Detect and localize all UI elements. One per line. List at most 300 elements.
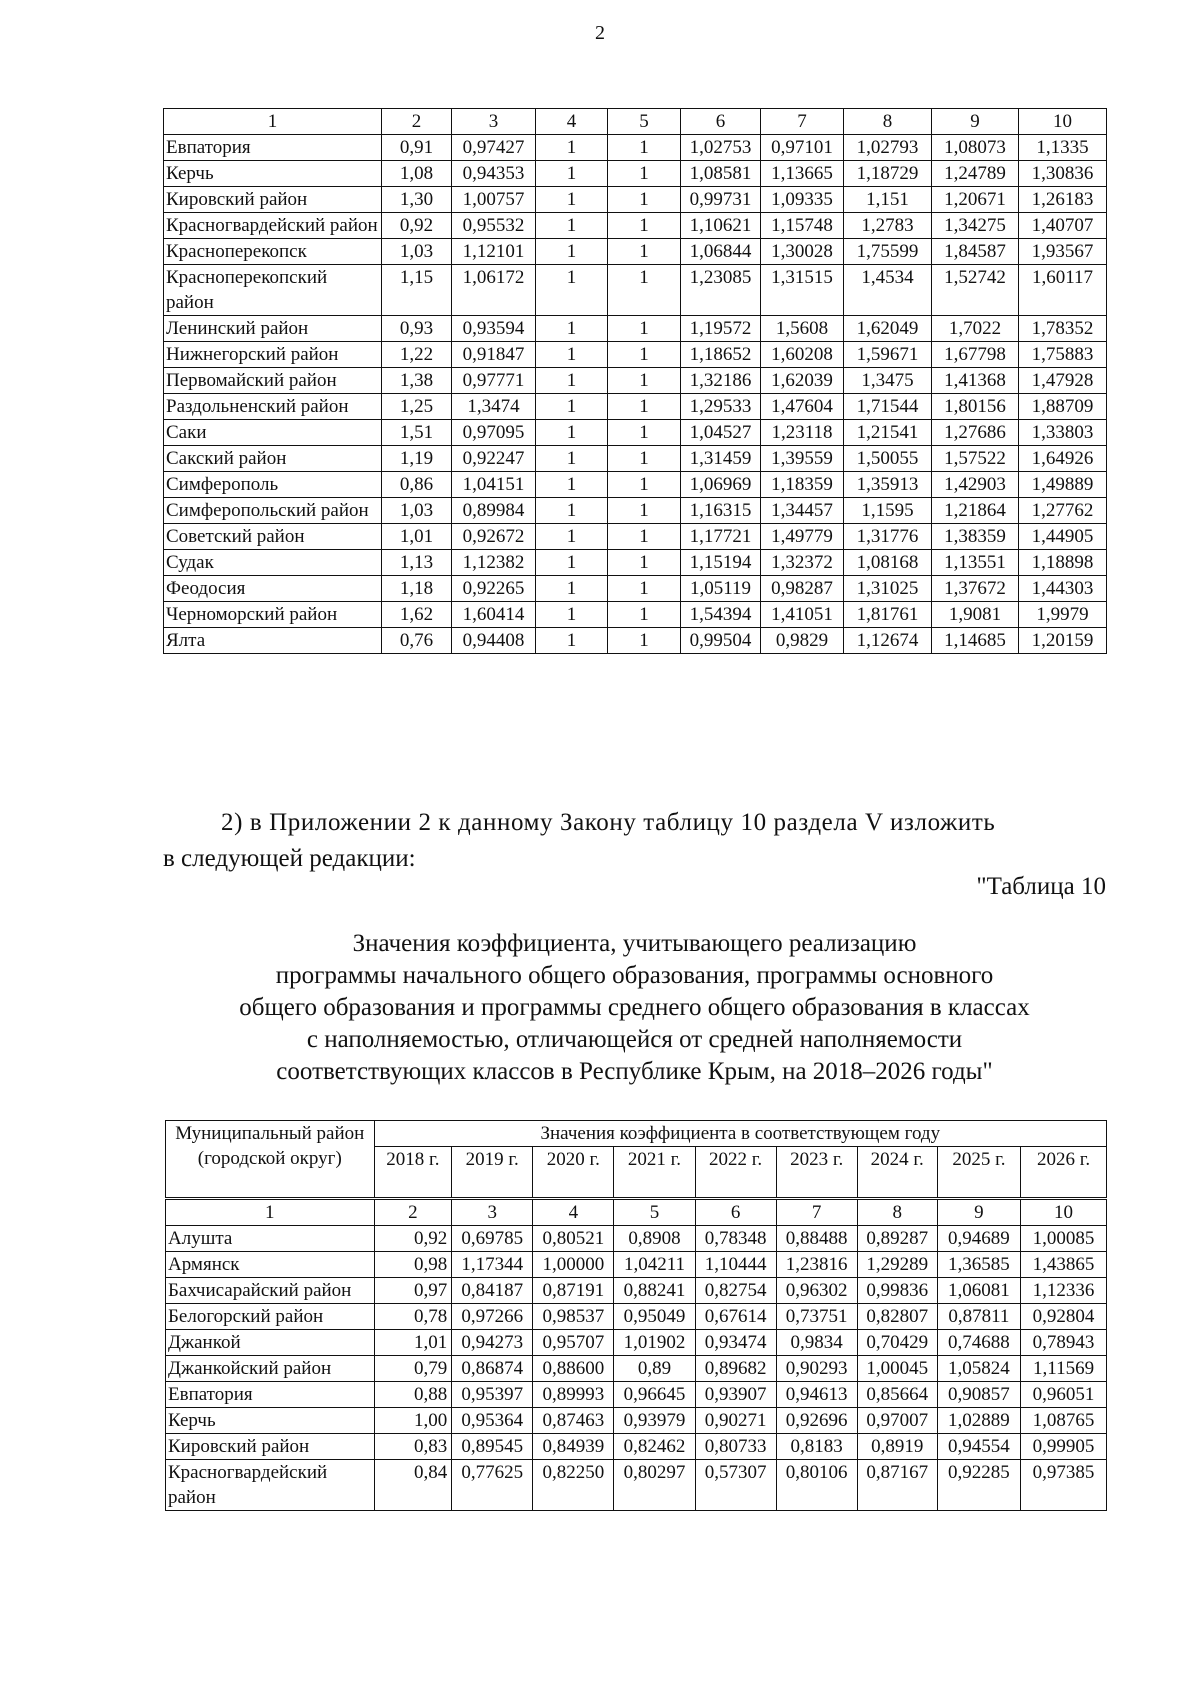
coefficient-value: 1,51 — [382, 420, 452, 446]
coefficient-value: 0,82754 — [695, 1278, 776, 1304]
coefficient-value: 0,94689 — [937, 1226, 1020, 1252]
coefficient-value: 1,62039 — [761, 368, 844, 394]
title-line: программы начального общего образования, программы основного — [275, 962, 994, 989]
coefficient-value: 1,15194 — [681, 550, 761, 576]
coefficient-value: 0,92285 — [937, 1460, 1020, 1511]
table-row — [164, 368, 1107, 394]
column-index: 2 — [382, 109, 452, 135]
coefficient-value: 1,00000 — [533, 1252, 614, 1278]
coefficient-value: 1 — [536, 576, 608, 602]
coefficient-value: 1 — [536, 394, 608, 420]
coefficient-value: 1,05824 — [937, 1356, 1020, 1382]
coefficient-value: 1 — [608, 576, 681, 602]
coefficient-value: 1,67798 — [932, 342, 1019, 368]
coefficient-value: 1,93567 — [1019, 239, 1107, 265]
coefficient-value: 0,91847 — [452, 342, 536, 368]
municipality-name: Феодосия — [164, 576, 382, 602]
header-year: 2021 г. — [614, 1147, 695, 1199]
coefficient-value: 1,06969 — [681, 472, 761, 498]
municipality-name: Симферополь — [164, 472, 382, 498]
coefficient-value: 0,91 — [382, 135, 452, 161]
amendment-paragraph — [163, 805, 1106, 877]
coefficient-value: 0,97095 — [452, 420, 536, 446]
coefficient-value: 1,01 — [374, 1330, 452, 1356]
municipality-name: Раздольненский район — [164, 394, 382, 420]
coefficient-value: 1,27686 — [932, 420, 1019, 446]
coefficient-value: 1,13551 — [932, 550, 1019, 576]
coefficient-value: 0,78 — [374, 1304, 452, 1330]
coefficient-value: 1,34275 — [932, 213, 1019, 239]
coefficient-value: 0,8908 — [614, 1226, 695, 1252]
coefficient-value: 1,19572 — [681, 316, 761, 342]
coefficient-value: 1 — [536, 161, 608, 187]
coefficient-value: 1,42903 — [932, 472, 1019, 498]
coefficient-value: 0,8919 — [857, 1434, 937, 1460]
coefficient-value: 0,94408 — [452, 628, 536, 654]
coefficient-value: 1,75883 — [1019, 342, 1107, 368]
coefficient-value: 1,00045 — [857, 1356, 937, 1382]
coefficient-value: 1 — [536, 550, 608, 576]
table-row — [164, 213, 1107, 239]
coefficient-value: 1,06844 — [681, 239, 761, 265]
coefficient-value: 1,01 — [382, 524, 452, 550]
coefficient-value: 0,80106 — [776, 1460, 857, 1511]
coefficient-value: 1,15748 — [761, 213, 844, 239]
coefficient-value: 0,94554 — [937, 1434, 1020, 1460]
coefficient-value: 0,82462 — [614, 1434, 695, 1460]
coefficient-value: 1,09335 — [761, 187, 844, 213]
municipality-name: Джанкойский район — [166, 1356, 375, 1382]
municipality-name: Кировский район — [166, 1434, 375, 1460]
coefficient-value: 1 — [536, 420, 608, 446]
coefficient-value: 0,86874 — [452, 1356, 533, 1382]
coefficient-value: 1,00085 — [1021, 1226, 1107, 1252]
coefficient-value: 1,78352 — [1019, 316, 1107, 342]
coefficient-value: 0,82807 — [857, 1304, 937, 1330]
coefficient-value: 1,16315 — [681, 498, 761, 524]
coefficient-value: 1,18652 — [681, 342, 761, 368]
table-row — [166, 1304, 1107, 1330]
coefficient-value: 1,60117 — [1019, 265, 1107, 316]
coefficient-value: 1,35913 — [844, 472, 932, 498]
coefficient-value: 0,89545 — [452, 1434, 533, 1460]
coefficient-value: 1,30028 — [761, 239, 844, 265]
municipality-name: Джанкой — [166, 1330, 375, 1356]
coefficient-value: 0,87167 — [857, 1460, 937, 1511]
coefficient-value: 1,4534 — [844, 265, 932, 316]
coefficient-value: 0,84939 — [533, 1434, 614, 1460]
coefficient-value: 1,44303 — [1019, 576, 1107, 602]
coefficient-value: 1 — [608, 135, 681, 161]
column-index: 8 — [857, 1199, 937, 1226]
table-row — [164, 498, 1107, 524]
coefficient-value: 0,93 — [382, 316, 452, 342]
column-index: 9 — [937, 1199, 1020, 1226]
table-row — [164, 187, 1107, 213]
coefficient-value: 1,14685 — [932, 628, 1019, 654]
header-coefficient-group: Значения коэффициента в соответствующем году — [374, 1121, 1106, 1147]
table-row — [164, 394, 1107, 420]
header-year: 2020 г. — [533, 1147, 614, 1199]
coefficient-value: 0,77625 — [452, 1460, 533, 1511]
coefficient-value: 1,64926 — [1019, 446, 1107, 472]
coefficient-value: 1,20671 — [932, 187, 1019, 213]
coefficient-value: 0,92265 — [452, 576, 536, 602]
coefficient-value: 0,74688 — [937, 1330, 1020, 1356]
header-year: 2023 г. — [776, 1147, 857, 1199]
table-row — [164, 342, 1107, 368]
coefficient-value: 1,24789 — [932, 161, 1019, 187]
coefficient-value: 1,40707 — [1019, 213, 1107, 239]
coefficient-value: 0,92672 — [452, 524, 536, 550]
table-row — [164, 420, 1107, 446]
coefficient-value: 1,13665 — [761, 161, 844, 187]
coefficient-value: 1,10444 — [695, 1252, 776, 1278]
coefficient-value: 0,88 — [374, 1382, 452, 1408]
coefficient-value: 1 — [608, 472, 681, 498]
table-row — [164, 602, 1107, 628]
coefficient-value: 0,99731 — [681, 187, 761, 213]
coefficient-value: 0,89682 — [695, 1356, 776, 1382]
coefficient-value: 1,49889 — [1019, 472, 1107, 498]
header-municipality: Муниципальный район (городской округ) — [166, 1121, 375, 1199]
table-title — [163, 928, 1106, 1088]
coefficient-value: 0,8183 — [776, 1434, 857, 1460]
coefficient-value: 1,2783 — [844, 213, 932, 239]
table-row — [166, 1408, 1107, 1434]
coefficient-value: 1 — [608, 602, 681, 628]
coefficient-value: 1,05119 — [681, 576, 761, 602]
coefficient-value: 1,60414 — [452, 602, 536, 628]
coefficient-value: 1 — [608, 550, 681, 576]
coefficient-value: 1 — [536, 316, 608, 342]
municipality-name: Красноперекопск — [164, 239, 382, 265]
municipality-name: Красногвардейский район — [166, 1460, 375, 1511]
coefficient-value: 1,01902 — [614, 1330, 695, 1356]
coefficient-value: 1 — [536, 472, 608, 498]
coefficient-value: 0,9834 — [776, 1330, 857, 1356]
coefficient-value: 1,88709 — [1019, 394, 1107, 420]
coefficient-table-continued — [163, 108, 1107, 654]
coefficient-value: 0,86 — [382, 472, 452, 498]
coefficient-value: 1,54394 — [681, 602, 761, 628]
coefficient-value: 1,41368 — [932, 368, 1019, 394]
municipality-name: Евпатория — [166, 1382, 375, 1408]
coefficient-value: 0,89984 — [452, 498, 536, 524]
coefficient-value: 1 — [608, 187, 681, 213]
coefficient-value: 1,151 — [844, 187, 932, 213]
header-year: 2022 г. — [695, 1147, 776, 1199]
municipality-name: Черноморский район — [164, 602, 382, 628]
municipality-name: Армянск — [166, 1252, 375, 1278]
column-index: 1 — [166, 1199, 375, 1226]
column-index-row — [164, 109, 1107, 135]
coefficient-value: 0,97771 — [452, 368, 536, 394]
coefficient-value: 1,19 — [382, 446, 452, 472]
coefficient-value: 0,98 — [374, 1252, 452, 1278]
coefficient-value: 1 — [536, 265, 608, 316]
coefficient-value: 0,85664 — [857, 1382, 937, 1408]
coefficient-value: 0,90293 — [776, 1356, 857, 1382]
table-row — [166, 1460, 1107, 1511]
coefficient-value: 0,97101 — [761, 135, 844, 161]
coefficient-value: 1 — [608, 265, 681, 316]
coefficient-value: 1,00 — [374, 1408, 452, 1434]
coefficient-value: 0,78348 — [695, 1226, 776, 1252]
coefficient-value: 0,70429 — [857, 1330, 937, 1356]
coefficient-value: 1 — [536, 213, 608, 239]
coefficient-value: 1,32186 — [681, 368, 761, 394]
coefficient-value: 0,92 — [382, 213, 452, 239]
coefficient-value: 0,95532 — [452, 213, 536, 239]
coefficient-value: 1 — [536, 446, 608, 472]
coefficient-value: 1,60208 — [761, 342, 844, 368]
table-row — [164, 446, 1107, 472]
coefficient-value: 0,93979 — [614, 1408, 695, 1434]
municipality-name: Ялта — [164, 628, 382, 654]
coefficient-value: 1,03 — [382, 239, 452, 265]
paragraph-line-1: 2) в Приложении 2 к данному Закону таблицу 10 раздела V изложить — [221, 809, 996, 836]
municipality-name: Саки — [164, 420, 382, 446]
coefficient-value: 1,31776 — [844, 524, 932, 550]
table-row — [166, 1278, 1107, 1304]
column-index-row — [166, 1199, 1107, 1226]
coefficient-value: 1,1335 — [1019, 135, 1107, 161]
coefficient-value: 1,04211 — [614, 1252, 695, 1278]
coefficient-value: 1,18 — [382, 576, 452, 602]
column-index: 3 — [452, 1199, 533, 1226]
header-year: 2018 г. — [374, 1147, 452, 1199]
coefficient-value: 1,26183 — [1019, 187, 1107, 213]
municipality-name: Бахчисарайский район — [166, 1278, 375, 1304]
table-10 — [165, 1120, 1107, 1511]
coefficient-value: 0,78943 — [1021, 1330, 1107, 1356]
coefficient-value: 0,99836 — [857, 1278, 937, 1304]
coefficient-value: 0,99504 — [681, 628, 761, 654]
coefficient-value: 1,1595 — [844, 498, 932, 524]
municipality-name: Алушта — [166, 1226, 375, 1252]
page-number: 2 — [595, 22, 605, 44]
coefficient-value: 1,15 — [382, 265, 452, 316]
coefficient-value: 1,31025 — [844, 576, 932, 602]
coefficient-value: 1,23816 — [776, 1252, 857, 1278]
coefficient-value: 1,12382 — [452, 550, 536, 576]
coefficient-value: 0,99905 — [1021, 1434, 1107, 1460]
table-row — [164, 576, 1107, 602]
coefficient-value: 1,06172 — [452, 265, 536, 316]
coefficient-value: 0,89993 — [533, 1382, 614, 1408]
coefficient-value: 0,94353 — [452, 161, 536, 187]
coefficient-value: 0,94613 — [776, 1382, 857, 1408]
coefficient-value: 0,90271 — [695, 1408, 776, 1434]
coefficient-value: 1,29289 — [857, 1252, 937, 1278]
coefficient-value: 1,32372 — [761, 550, 844, 576]
coefficient-value: 1,34457 — [761, 498, 844, 524]
coefficient-value: 1,62049 — [844, 316, 932, 342]
coefficient-value: 0,95397 — [452, 1382, 533, 1408]
coefficient-value: 0,93907 — [695, 1382, 776, 1408]
table-row — [166, 1252, 1107, 1278]
coefficient-value: 1,3475 — [844, 368, 932, 394]
coefficient-value: 1,17721 — [681, 524, 761, 550]
coefficient-value: 1,47928 — [1019, 368, 1107, 394]
coefficient-value: 1 — [536, 524, 608, 550]
coefficient-value: 1,57522 — [932, 446, 1019, 472]
coefficient-value: 1,18898 — [1019, 550, 1107, 576]
coefficient-value: 1,22 — [382, 342, 452, 368]
coefficient-value: 0,92247 — [452, 446, 536, 472]
municipality-name: Симферопольский район — [164, 498, 382, 524]
coefficient-value: 0,83 — [374, 1434, 452, 1460]
table-row — [164, 628, 1107, 654]
coefficient-value: 0,95707 — [533, 1330, 614, 1356]
column-index: 5 — [608, 109, 681, 135]
coefficient-value: 1 — [536, 239, 608, 265]
municipality-name: Советский район — [164, 524, 382, 550]
coefficient-value: 1,23085 — [681, 265, 761, 316]
table-row — [164, 161, 1107, 187]
coefficient-value: 1,02753 — [681, 135, 761, 161]
table-row — [166, 1434, 1107, 1460]
coefficient-value: 0,95049 — [614, 1304, 695, 1330]
coefficient-value: 0,82250 — [533, 1460, 614, 1511]
coefficient-value: 1,31515 — [761, 265, 844, 316]
coefficient-value: 1 — [536, 628, 608, 654]
coefficient-value: 0,87191 — [533, 1278, 614, 1304]
coefficient-value: 1,08073 — [932, 135, 1019, 161]
coefficient-value: 1 — [608, 498, 681, 524]
header-year: 2026 г. — [1021, 1147, 1107, 1199]
coefficient-value: 1 — [608, 394, 681, 420]
column-index: 5 — [614, 1199, 695, 1226]
coefficient-value: 1,12674 — [844, 628, 932, 654]
column-index: 2 — [374, 1199, 452, 1226]
coefficient-value: 1,52742 — [932, 265, 1019, 316]
coefficient-value: 1,38359 — [932, 524, 1019, 550]
coefficient-value: 1,84587 — [932, 239, 1019, 265]
coefficient-value: 1 — [608, 342, 681, 368]
coefficient-value: 1,20159 — [1019, 628, 1107, 654]
coefficient-value: 1 — [608, 368, 681, 394]
coefficient-value: 1,18359 — [761, 472, 844, 498]
header-year: 2025 г. — [937, 1147, 1020, 1199]
coefficient-value: 0,96645 — [614, 1382, 695, 1408]
municipality-name: Красноперекопский район — [164, 265, 382, 316]
table-row — [166, 1226, 1107, 1252]
coefficient-value: 1 — [536, 135, 608, 161]
coefficient-value: 1,04151 — [452, 472, 536, 498]
header-year: 2024 г. — [857, 1147, 937, 1199]
title-line: общего образования и программы среднего общего образования в классах — [239, 994, 1030, 1021]
coefficient-value: 0,94273 — [452, 1330, 533, 1356]
coefficient-value: 0,9829 — [761, 628, 844, 654]
coefficient-value: 0,76 — [382, 628, 452, 654]
coefficient-value: 0,97385 — [1021, 1460, 1107, 1511]
coefficient-value: 0,97007 — [857, 1408, 937, 1434]
coefficient-value: 0,69785 — [452, 1226, 533, 1252]
coefficient-value: 0,97 — [374, 1278, 452, 1304]
coefficient-value: 0,67614 — [695, 1304, 776, 1330]
coefficient-value: 1,80156 — [932, 394, 1019, 420]
municipality-name: Первомайский район — [164, 368, 382, 394]
table-row — [164, 135, 1107, 161]
coefficient-value: 1,38 — [382, 368, 452, 394]
coefficient-value: 1,37672 — [932, 576, 1019, 602]
table-row — [166, 1356, 1107, 1382]
coefficient-value: 0,97266 — [452, 1304, 533, 1330]
coefficient-value: 0,90857 — [937, 1382, 1020, 1408]
coefficient-value: 0,80521 — [533, 1226, 614, 1252]
coefficient-value: 0,89287 — [857, 1226, 937, 1252]
coefficient-value: 0,88600 — [533, 1356, 614, 1382]
coefficient-value: 1,23118 — [761, 420, 844, 446]
coefficient-value: 0,79 — [374, 1356, 452, 1382]
coefficient-value: 0,93594 — [452, 316, 536, 342]
coefficient-value: 1,00757 — [452, 187, 536, 213]
table-row — [164, 265, 1107, 316]
coefficient-value: 1,43865 — [1021, 1252, 1107, 1278]
coefficient-value: 0,92 — [374, 1226, 452, 1252]
coefficient-value: 1,47604 — [761, 394, 844, 420]
coefficient-value: 1,10621 — [681, 213, 761, 239]
coefficient-value: 1,30 — [382, 187, 452, 213]
table-row — [164, 316, 1107, 342]
coefficient-value: 1,17344 — [452, 1252, 533, 1278]
coefficient-value: 1,04527 — [681, 420, 761, 446]
municipality-name: Ленинский район — [164, 316, 382, 342]
coefficient-value: 1,49779 — [761, 524, 844, 550]
coefficient-value: 0,88241 — [614, 1278, 695, 1304]
coefficient-value: 0,84187 — [452, 1278, 533, 1304]
coefficient-value: 0,80297 — [614, 1460, 695, 1511]
coefficient-value: 1,13 — [382, 550, 452, 576]
table-row — [166, 1330, 1107, 1356]
coefficient-value: 0,97427 — [452, 135, 536, 161]
coefficient-value: 1,5608 — [761, 316, 844, 342]
municipality-name: Белогорский район — [166, 1304, 375, 1330]
paragraph-line-2: в следующей редакции: — [163, 845, 416, 872]
coefficient-value: 1,33803 — [1019, 420, 1107, 446]
table-row — [164, 239, 1107, 265]
coefficient-value: 1 — [608, 161, 681, 187]
coefficient-value: 0,96302 — [776, 1278, 857, 1304]
coefficient-value: 0,89 — [614, 1356, 695, 1382]
coefficient-value: 1 — [608, 524, 681, 550]
coefficient-value: 1,39559 — [761, 446, 844, 472]
coefficient-value: 0,80733 — [695, 1434, 776, 1460]
column-index: 7 — [776, 1199, 857, 1226]
municipality-name: Керчь — [164, 161, 382, 187]
table-row — [164, 550, 1107, 576]
coefficient-value: 1,31459 — [681, 446, 761, 472]
coefficient-value: 0,95364 — [452, 1408, 533, 1434]
municipality-name: Сакский район — [164, 446, 382, 472]
coefficient-value: 1,03 — [382, 498, 452, 524]
coefficient-value: 1,7022 — [932, 316, 1019, 342]
coefficient-value: 1 — [536, 187, 608, 213]
coefficient-value: 1 — [536, 342, 608, 368]
coefficient-value: 1,08168 — [844, 550, 932, 576]
coefficient-value: 0,98287 — [761, 576, 844, 602]
table-row — [164, 472, 1107, 498]
coefficient-value: 1,29533 — [681, 394, 761, 420]
municipality-name: Евпатория — [164, 135, 382, 161]
coefficient-value: 0,73751 — [776, 1304, 857, 1330]
coefficient-value: 1,08 — [382, 161, 452, 187]
coefficient-value: 0,88488 — [776, 1226, 857, 1252]
coefficient-value: 1,21864 — [932, 498, 1019, 524]
coefficient-value: 0,57307 — [695, 1460, 776, 1511]
